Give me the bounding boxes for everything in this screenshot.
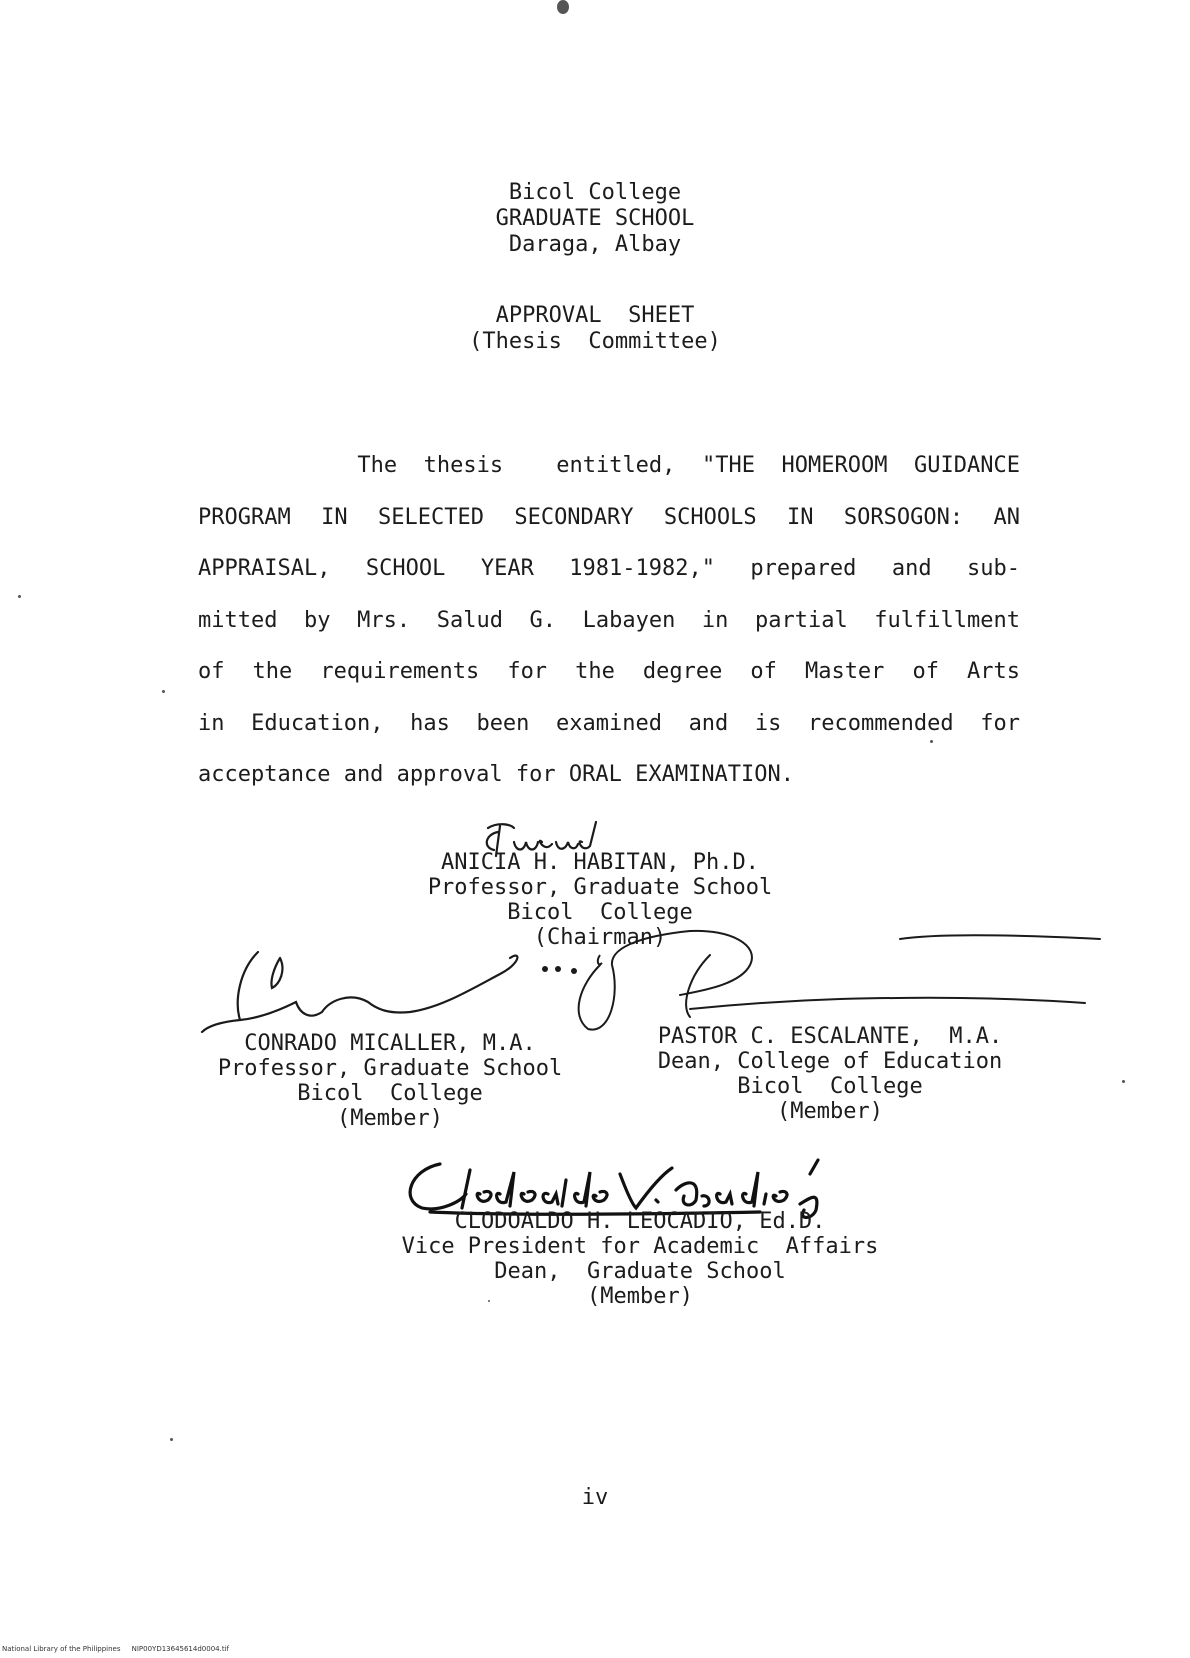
paragraph-line: of the requirements for the degree of Master of Arts bbox=[198, 659, 1020, 684]
page-number: iv bbox=[581, 1485, 609, 1510]
paragraph-line: APPRAISAL, SCHOOL YEAR 1981-1982," prepared and sub- bbox=[198, 556, 1020, 581]
signatory-name: CONRADO MICALLER, M.A. bbox=[244, 1031, 536, 1056]
signatory-affiliation: Bicol College bbox=[297, 1081, 483, 1106]
signatory-affiliation: Bicol College bbox=[737, 1074, 923, 1099]
signatory-vice-president bbox=[320, 1209, 960, 1309]
signatory-role: (Member) bbox=[337, 1106, 443, 1131]
title-line-1: APPROVAL SHEET bbox=[495, 303, 695, 328]
signatory-title: Dean, College of Education bbox=[657, 1049, 1003, 1074]
signatory-member-2 bbox=[610, 1024, 1050, 1124]
signatory-name: ANICIA H. HABITAN, Ph.D. bbox=[441, 850, 759, 875]
approval-paragraph bbox=[198, 440, 1020, 801]
signatory-title: Professor, Graduate School bbox=[427, 875, 773, 900]
scan-speck bbox=[162, 690, 165, 693]
paragraph-line: mitted by Mrs. Salud G. Labayen in partial fulfillment bbox=[198, 607, 1020, 633]
signatory-name: PASTOR C. ESCALANTE, M.A. bbox=[657, 1024, 1003, 1049]
school-name: GRADUATE SCHOOL bbox=[495, 206, 695, 231]
document-title bbox=[0, 303, 1190, 355]
signatory-affiliation: Dean, Graduate School bbox=[494, 1259, 786, 1284]
signatory-affiliation: Bicol College bbox=[507, 900, 693, 925]
scan-speck bbox=[18, 595, 21, 598]
signatory-title: Professor, Graduate School bbox=[217, 1056, 563, 1081]
signatory-name: CLODOALDO H. LEOCADIO, Ed.D. bbox=[454, 1209, 826, 1234]
scan-speck bbox=[170, 1438, 173, 1441]
title-line-2: (Thesis Committee) bbox=[469, 329, 721, 354]
scan-footer: National Library of the Philippines NIP00YD13645614d0004.tif bbox=[2, 1645, 229, 1653]
scan-speck bbox=[557, 0, 569, 14]
paragraph-line: PROGRAM IN SELECTED SECONDARY SCHOOLS IN SORSOGON: AN bbox=[198, 504, 1020, 530]
signatory-title: Vice President for Academic Affairs bbox=[401, 1234, 879, 1259]
signatory-role: (Member) bbox=[777, 1099, 883, 1124]
paragraph-line: The thesis entitled, "THE HOMEROOM GUIDANCE bbox=[198, 453, 1020, 478]
scan-speck bbox=[1122, 1080, 1125, 1083]
signatory-role: (Member) bbox=[587, 1284, 693, 1309]
institution-name: Bicol College bbox=[508, 180, 682, 205]
paragraph-line: acceptance and approval for ORAL EXAMINATION. bbox=[198, 762, 795, 787]
signatory-role: (Chairman) bbox=[533, 925, 667, 950]
paragraph-line: in Education, has been examined and is recommended for bbox=[198, 710, 1020, 736]
letterhead bbox=[0, 180, 1190, 258]
signatory-member-1 bbox=[180, 1031, 600, 1131]
school-location: Daraga, Albay bbox=[508, 232, 682, 257]
